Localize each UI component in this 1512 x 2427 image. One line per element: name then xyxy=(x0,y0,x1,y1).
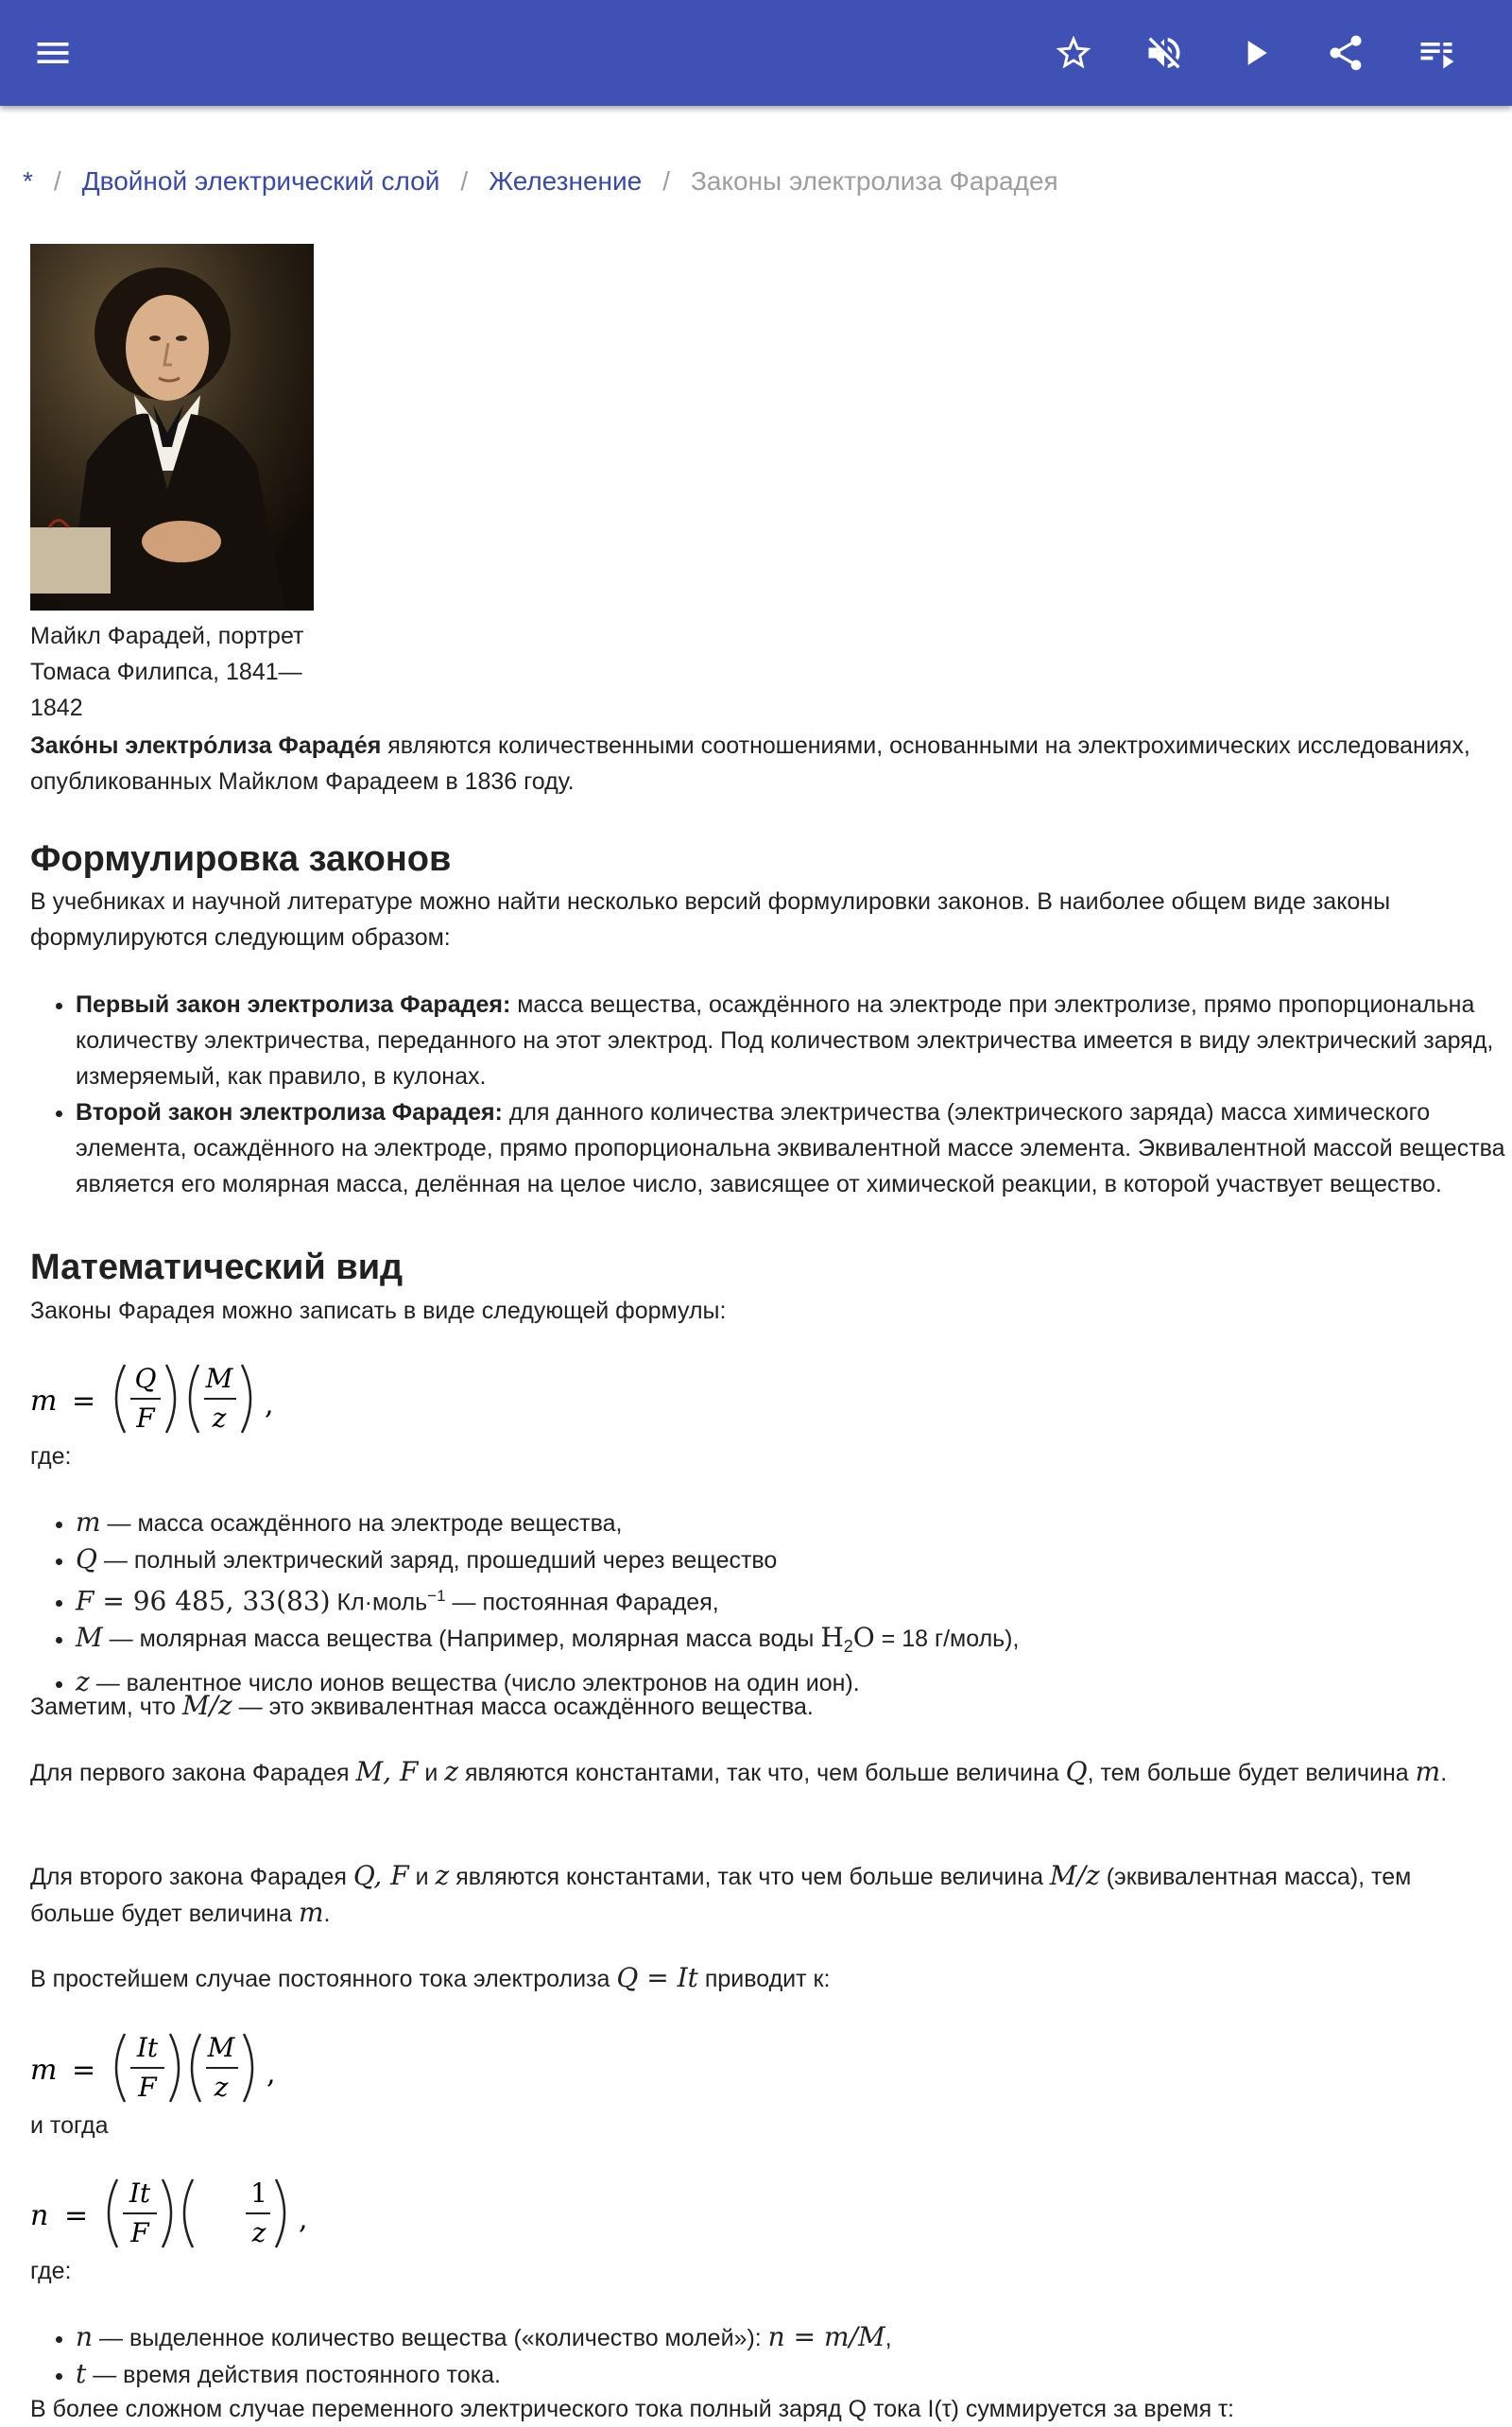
list-item xyxy=(76,2356,1512,2393)
variable-desc: — молярная масса вещества (Например, молярная масса воды xyxy=(102,1626,821,1653)
variable-desc: — масса осаждённого на электроде вещества, xyxy=(100,1510,623,1537)
share-icon[interactable] xyxy=(1319,26,1372,79)
breadcrumb-separator: / xyxy=(53,166,61,196)
list-item: • n — выделенное количество вещества («количество молей»): n = m/M, xyxy=(76,2319,1512,2356)
math-symbol: M/z xyxy=(181,1690,232,1721)
math-expression: Q = It xyxy=(616,1962,698,1993)
faraday-constant-value: = 96 485, 33(83) xyxy=(94,1585,331,1617)
breadcrumb-item-double-layer[interactable]: Двойной электрический слой xyxy=(81,166,440,196)
svg-text:It: It xyxy=(136,2032,159,2063)
equivalent-mass-note xyxy=(30,1688,1486,1725)
svg-text:m: m xyxy=(30,1385,58,1418)
list-item xyxy=(76,987,1512,1094)
math-symbol: M/z xyxy=(1049,1860,1100,1891)
text: и xyxy=(418,1760,445,1786)
variables-list xyxy=(30,1505,1512,1701)
law2-title: Второй закон электролиза Фарадея: xyxy=(76,1099,503,1126)
text: являются константами, так что, чем больше величина xyxy=(458,1760,1066,1786)
math-symbol: Q xyxy=(76,1543,97,1575)
first-law-paragraph: Для первого закона Фарадея M, F и z являются константами, так что, чем больше величина Q, тем больше будет величина m. xyxy=(30,1756,1448,1787)
math-symbol: Q, F xyxy=(352,1860,409,1891)
breadcrumb-item-iron-plating[interactable]: Железнение xyxy=(489,166,643,196)
svg-text:,: , xyxy=(299,2203,308,2236)
variable-desc: — постоянная Фарадея, xyxy=(445,1589,719,1616)
dc-current-paragraph xyxy=(30,1960,1486,1997)
text: , тем больше будет величина xyxy=(1087,1760,1416,1786)
app-bar xyxy=(0,0,1512,106)
math-symbol: m xyxy=(1415,1756,1441,1787)
breadcrumb-current: Законы электролиза Фарадея xyxy=(690,166,1058,196)
svg-text:M: M xyxy=(207,2032,235,2063)
math-symbol: M, F xyxy=(355,1756,419,1787)
formula-moles-dc xyxy=(30,2168,333,2263)
breadcrumb xyxy=(23,166,1058,197)
text: В простейшем случае постоянного тока электролиза xyxy=(30,1966,617,1992)
variables-list-2 xyxy=(30,2319,1512,2393)
formula-h: H xyxy=(820,1622,844,1654)
where-label: где: xyxy=(30,1443,72,1470)
math-symbol: n xyxy=(76,2321,94,2352)
svg-text:=: = xyxy=(64,2199,89,2232)
star-icon[interactable] xyxy=(1047,26,1100,79)
second-law-paragraph: Для второго закона Фарадея Q, F и z являются константами, так что чем больше величина M/z (эквивалентная масса), тем больше будет величина m. xyxy=(30,1860,1412,1928)
svg-text:z: z xyxy=(212,1403,227,1434)
svg-text:F: F xyxy=(136,1403,155,1434)
svg-text:=: = xyxy=(72,1385,96,1418)
svg-text:F: F xyxy=(130,2217,149,2248)
mute-icon[interactable] xyxy=(1138,26,1191,79)
formula-o: O xyxy=(852,1622,875,1654)
portrait-caption: Майкл Фарадей, портрет Томаса Филипса, 1841—1842 xyxy=(30,623,304,721)
list-item xyxy=(76,1578,1512,1620)
where-label-2: где: xyxy=(30,2258,72,2284)
section-heading-formulation: Формулировка законов xyxy=(30,839,452,879)
math-symbol: t xyxy=(76,2358,87,2389)
text: Для второго закона Фарадея xyxy=(30,1864,353,1890)
breadcrumb-separator: / xyxy=(460,166,469,196)
list-item xyxy=(76,1620,1512,1664)
svg-text:z: z xyxy=(251,2217,266,2248)
play-icon[interactable] xyxy=(1228,26,1281,79)
math-symbol: F xyxy=(76,1585,94,1617)
math-symbol: Q xyxy=(1065,1756,1088,1787)
section1-paragraph: В учебниках и научной литературе можно найти несколько версий формулировки законов. В наиболее общем виде законы формулируются следующим образом: xyxy=(30,888,1391,951)
text: являются константами, так что чем больше величина xyxy=(449,1864,1050,1890)
svg-text:,: , xyxy=(265,1388,274,1421)
note-text: — это эквивалентная масса осаждённого вещества. xyxy=(232,1694,814,1720)
math-symbol: M xyxy=(76,1622,103,1654)
math-symbol: m xyxy=(76,1506,101,1538)
breadcrumb-separator: / xyxy=(662,166,670,196)
breadcrumb-home[interactable]: * xyxy=(23,166,33,196)
svg-text:F: F xyxy=(138,2072,157,2103)
variable-desc: — полный электрический заряд, прошедший через вещество xyxy=(96,1547,778,1574)
svg-text:n: n xyxy=(30,2199,49,2232)
faraday-portrait[interactable] xyxy=(30,244,314,611)
law2-text: для данного количества электричества (электрического заряда) масса химического элемента, осаждённого на электроде, прямо пропорциональна эквивалентной массе элемента. Эквивалентной массой вещества является его молярная масса, делённая на целое число, зависящее от химической реакции, в которой участвует вещество. xyxy=(76,1099,1505,1197)
unit: Кл·моль xyxy=(330,1589,428,1616)
menu-icon[interactable] xyxy=(26,26,79,79)
math-symbol: z xyxy=(435,1860,450,1891)
math-symbol: m xyxy=(298,1897,324,1928)
section-heading-math: Математический вид xyxy=(30,1248,404,1287)
law1-title: Первый закон электролиза Фарадея: xyxy=(76,991,511,1018)
playlist-icon[interactable] xyxy=(1410,26,1463,79)
intro-paragraph xyxy=(30,728,1486,800)
svg-text:m: m xyxy=(30,2054,58,2087)
math-expression: n = m/M xyxy=(767,2321,885,2352)
list-item xyxy=(76,1094,1512,1202)
svg-text:=: = xyxy=(72,2054,96,2087)
and-then-label: и тогда xyxy=(30,2112,109,2139)
math-symbol: z xyxy=(444,1756,459,1787)
text: Для первого закона Фарадея xyxy=(30,1760,356,1786)
variable-desc: — выделенное количество вещества («количество молей»): xyxy=(93,2325,768,2351)
laws-list xyxy=(30,987,1512,1202)
section2-intro: Законы Фарадея можно записать в виде следующей формулы: xyxy=(30,1298,727,1324)
unit-exponent: −1 xyxy=(427,1587,446,1605)
note-text: Заметим, что xyxy=(30,1694,182,1720)
text: приводит к: xyxy=(697,1966,831,1992)
ac-current-paragraph: В более сложном случае переменного электрического тока полный заряд Q тока I(τ) суммируется за время τ: xyxy=(30,2396,1234,2422)
text: (эквивалентная масса), тем больше будет величина xyxy=(30,1864,1412,1927)
formula-mass-dc xyxy=(30,2022,333,2118)
list-item xyxy=(76,1505,1512,1541)
svg-text:Q: Q xyxy=(134,1363,157,1394)
svg-text:It: It xyxy=(129,2177,151,2209)
intro-bold-title: Зако́ны электро́лиза Фараде́я xyxy=(30,732,382,759)
svg-text:z: z xyxy=(214,2072,229,2103)
svg-text:M: M xyxy=(205,1363,233,1394)
formula-faraday-law xyxy=(30,1353,333,1449)
variable-desc: — время действия постоянного тока. xyxy=(86,2362,501,2388)
variable-desc: — валентное число ионов вещества (число электронов на один ион). xyxy=(89,1670,860,1697)
intro-text: являются количественными соотношениями, основанными на электрохимических исследованиях, опубликованных Майклом Фарадеем в 1836 году. xyxy=(30,732,1470,795)
math-symbol: z xyxy=(76,1666,90,1698)
list-item xyxy=(76,1541,1512,1578)
law1-text: масса вещества, осаждённого на электроде при электролизе, прямо пропорциональна количеству электричества, переданного на этот электрод. Под количеством электричества имеется в виду электрический заряд, измеряемый, как правило, в кулонах. xyxy=(76,991,1494,1090)
text: и xyxy=(408,1864,436,1890)
formula-subscript: 2 xyxy=(843,1637,853,1657)
variable-desc: = 18 г/моль), xyxy=(874,1626,1020,1653)
svg-text:1: 1 xyxy=(250,2177,267,2209)
svg-text:,: , xyxy=(266,2057,276,2091)
